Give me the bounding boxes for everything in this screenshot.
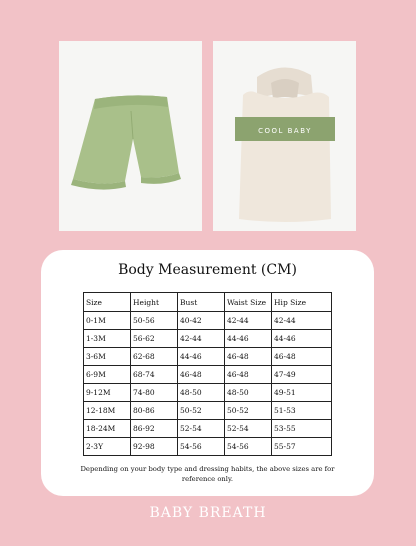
table-header-cell: Size xyxy=(84,293,131,312)
table-cell: 50-56 xyxy=(131,312,178,330)
table-header-cell: Hip Size xyxy=(272,293,332,312)
table-row xyxy=(84,366,332,384)
table-cell: 86-92 xyxy=(131,420,178,438)
reference-note: Depending on your body type and dressing habits, the above sizes are for reference only. xyxy=(80,465,335,483)
table-cell: 62-68 xyxy=(131,348,178,366)
card-title: Body Measurement (CM) xyxy=(118,262,297,278)
table-cell: 18-24M xyxy=(84,420,131,438)
table-header-cell: Bust xyxy=(178,293,225,312)
table-header-cell: Waist Size xyxy=(225,293,272,312)
table-cell: 47-49 xyxy=(272,366,332,384)
table-row xyxy=(84,438,332,456)
table-row xyxy=(84,330,332,348)
table-row xyxy=(84,348,332,366)
table-cell: 80-86 xyxy=(131,402,178,420)
table-cell: 3-6M xyxy=(84,348,131,366)
table-cell: 50-52 xyxy=(225,402,272,420)
table-row xyxy=(84,420,332,438)
green-shorts-icon xyxy=(59,41,202,231)
table-cell: 48-50 xyxy=(225,384,272,402)
size-chart-table xyxy=(83,292,332,456)
table-cell: 74-80 xyxy=(131,384,178,402)
vest-photo xyxy=(213,41,356,231)
table-row xyxy=(84,312,332,330)
table-cell: 56-62 xyxy=(131,330,178,348)
table-cell: 42-44 xyxy=(272,312,332,330)
table-cell: 54-56 xyxy=(178,438,225,456)
table-header-cell: Height xyxy=(131,293,178,312)
table-row xyxy=(84,384,332,402)
table-cell: 53-55 xyxy=(272,420,332,438)
table-cell: 44-46 xyxy=(178,348,225,366)
table-cell: 92-98 xyxy=(131,438,178,456)
table-cell: 50-52 xyxy=(178,402,225,420)
table-cell: 68-74 xyxy=(131,366,178,384)
table-header-row xyxy=(84,293,332,312)
table-cell: 51-53 xyxy=(272,402,332,420)
table-cell: 52-54 xyxy=(225,420,272,438)
measurement-card xyxy=(41,250,374,496)
table-cell: 44-46 xyxy=(225,330,272,348)
table-cell: 49-51 xyxy=(272,384,332,402)
brand-name: BABY BREATH xyxy=(149,505,267,521)
table-cell: 9-12M xyxy=(84,384,131,402)
table-cell: 46-48 xyxy=(225,366,272,384)
table-cell: 46-48 xyxy=(272,348,332,366)
table-cell: 52-54 xyxy=(178,420,225,438)
table-cell: 2-3Y xyxy=(84,438,131,456)
table-cell: 54-56 xyxy=(225,438,272,456)
table-cell: 40-42 xyxy=(178,312,225,330)
hooded-vest-icon xyxy=(213,41,356,231)
table-cell: 12-18M xyxy=(84,402,131,420)
table-cell: 44-46 xyxy=(272,330,332,348)
table-cell: 46-48 xyxy=(178,366,225,384)
table-cell: 55-57 xyxy=(272,438,332,456)
table-cell: 42-44 xyxy=(225,312,272,330)
table-cell: 6-9M xyxy=(84,366,131,384)
vest-print-text: COOL BABY xyxy=(258,127,312,135)
table-cell: 1-3M xyxy=(84,330,131,348)
table-cell: 46-48 xyxy=(225,348,272,366)
table-cell: 48-50 xyxy=(178,384,225,402)
table-cell: 0-1M xyxy=(84,312,131,330)
table-cell: 42-44 xyxy=(178,330,225,348)
table-row xyxy=(84,402,332,420)
shorts-photo xyxy=(59,41,202,231)
